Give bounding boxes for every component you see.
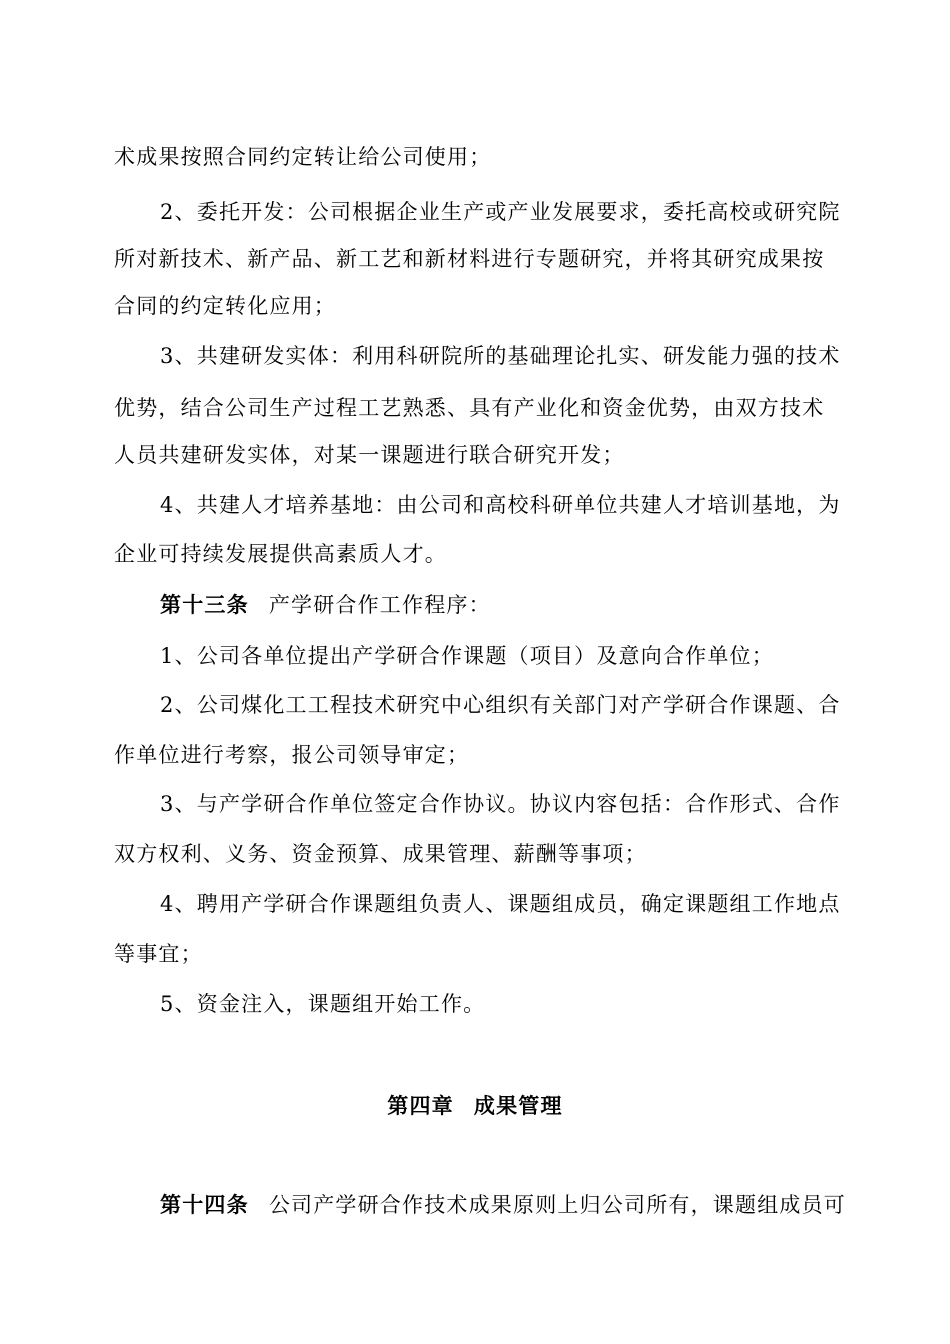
chapter-title: 成果管理 (473, 1094, 563, 1118)
paragraph-line: 4、聘用产学研合作课题组负责人、课题组成员，确定课题组工作地点 (160, 892, 841, 916)
paragraph-line: 1、公司各单位提出产学研合作课题（项目）及意向合作单位； (160, 644, 774, 668)
paragraph-line: 3、共建研发实体：利用科研院所的基础理论扎实、研发能力强的技术 (160, 344, 841, 368)
paragraph-line: 优势，结合公司生产过程工艺熟悉、具有产业化和资金优势，由双方技术 (114, 396, 825, 420)
chapter-heading (0, 1092, 950, 1120)
paragraph-line: 等事宜； (114, 942, 203, 966)
paragraph-line: 术成果按照合同约定转让给公司使用； (114, 145, 492, 169)
article-14 (160, 1191, 846, 1219)
paragraph-line: 4、共建人才培养基地：由公司和高校科研单位共建人才培训基地，为 (160, 493, 841, 517)
paragraph-line: 作单位进行考察，报公司领导审定； (114, 743, 470, 767)
article-13-text: 产学研合作工作程序： (268, 593, 491, 617)
paragraph-line: 3、与产学研合作单位签定合作协议。协议内容包括：合作形式、合作 (160, 792, 841, 816)
chapter-number: 第四章 (387, 1094, 454, 1118)
article-14-label: 第十四条 (160, 1193, 249, 1217)
paragraph-line: 双方权利、义务、资金预算、成果管理、薪酬等事项； (114, 842, 647, 866)
article-13 (160, 591, 491, 619)
paragraph-line: 5、资金注入，课题组开始工作。 (160, 992, 486, 1016)
paragraph-line: 2、委托开发：公司根据企业生产或产业发展要求，委托高校或研究院 (160, 200, 841, 224)
paragraph-line: 企业可持续发展提供高素质人才。 (114, 542, 447, 566)
article-14-text: 公司产学研合作技术成果原则上归公司所有，课题组成员可 (268, 1193, 847, 1217)
paragraph-line: 所对新技术、新产品、新工艺和新材料进行专题研究，并将其研究成果按 (114, 247, 825, 271)
paragraph-line: 人员共建研发实体，对某一课题进行联合研究开发； (114, 443, 625, 467)
article-13-label: 第十三条 (160, 593, 249, 617)
paragraph-line: 合同的约定转化应用； (114, 294, 336, 318)
paragraph-line: 2、公司煤化工工程技术研究中心组织有关部门对产学研合作课题、合 (160, 693, 841, 717)
